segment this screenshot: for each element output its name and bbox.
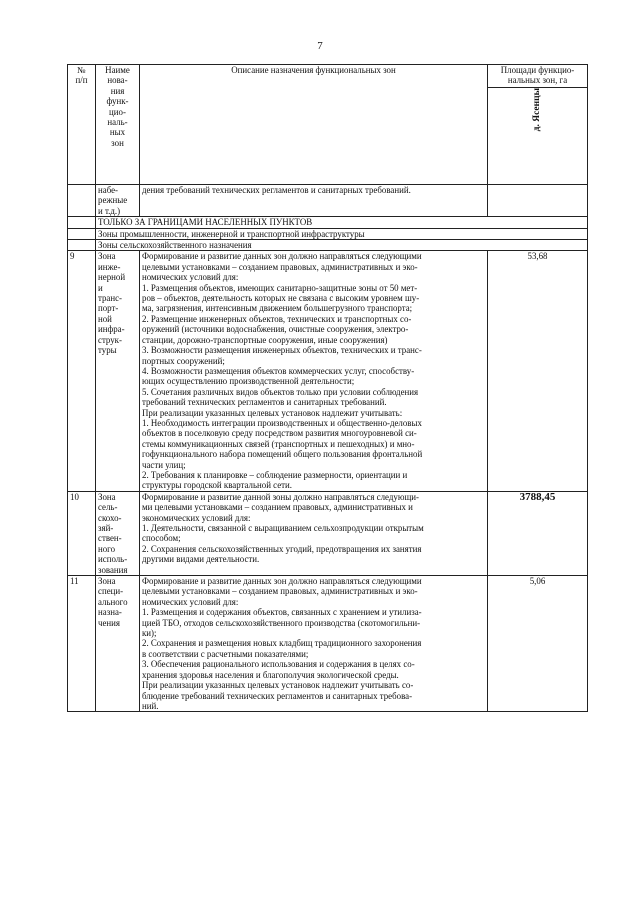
section-agricultural-zones: Зоны сельскохозяйственного назначения [96,240,588,251]
section-spacer [68,240,96,251]
description-line: Формирование и развитие данных зон должно направляться следующими [142,251,422,262]
description-line: хранения здоровья населения и благополучия экологической среды. [142,669,399,680]
description-line: ма, загрязнения, интенсивным движением большегрузного транспорта; [142,303,413,314]
description-line: ний. [142,700,159,711]
page-number: 7 [317,40,323,52]
description-line: целевыми установками – созданием правовых, административных и эко- [142,261,418,272]
header-area-text: Площади функцио- нальных зон, га [500,65,575,86]
description-line: портных сооружений; [142,355,225,366]
header-number [68,65,96,185]
description-line: 1. Размещения объектов, имеющих санитарно-защитные зоны от 50 мет- [142,282,418,293]
row-zone-name [96,251,140,491]
section-spacer [68,217,96,228]
cont-desc-cell: дения требований технических регламентов и санитарных требований. [140,185,488,217]
description-line: ми целевыми установками – созданием правовых, административных и [142,502,413,513]
row-zone-name-text: Зона специ- ального назна- чения [98,576,128,628]
description-line: 2. Размещение инженерных объектов, технических и транспортных со- [142,313,412,324]
row-zone-name [96,491,140,575]
description-line: оружений (источники водоснабжения, очистные сооружения, электро- [142,324,409,335]
row-area: 53,68 [488,251,588,491]
header-description: Описание назначения функциональных зон [140,65,488,185]
description-line: Формирование и развитие данной зоны должно направляться следующи- [142,491,419,502]
cont-num-cell [68,185,96,217]
description-line: блюдение требований технических регламентов и санитарных требова- [142,690,413,701]
table-row-continued [68,185,588,217]
row-zone-name [96,576,140,712]
section-row [68,228,588,239]
description-line: 2. Сохранения сельскохозяйственных угодий, предотвращения их занятия [142,543,422,554]
description-line: ки); [142,628,157,639]
row-number: 11 [68,576,96,712]
table-row [68,251,588,491]
zones-table [67,64,588,712]
description-line: экономических условий для: [142,512,251,523]
section-spacer [68,228,96,239]
description-line: гофункционального набора помещений общего пользования фронтальной [142,449,423,460]
section-outside-settlements: ТОЛЬКО ЗА ГРАНИЦАМИ НАСЕЛЕННЫХ ПУНКТОВ [96,217,588,228]
row-description [140,576,488,712]
description-line: 4. Возможности размещения объектов коммерческих услуг, способству- [142,365,415,376]
header-area-village-text: д. Ясенцы [532,88,543,132]
description-line: 3. Возможности размещения инженерных объектов, технических и транс- [142,345,422,356]
header-area-village [488,88,588,185]
description-line: способом; [142,533,181,544]
cont-area-cell [488,185,588,217]
description-line: При реализации указанных целевых установок надлежит учитывать: [142,407,403,418]
table-row [68,491,588,575]
description-line: 1. Деятельности, связанной с выращиванием сельхозпродукции открытым [142,523,424,533]
description-line: стемы коммуникационных связей (транспортных и пешеходных) и мно- [142,438,415,449]
description-line: ров – объектов, деятельность которых не связана с высоким уровнем шу- [142,293,420,304]
cont-name-cell [96,185,140,217]
header-zone-name [96,65,140,185]
description-line: в соответствии с расчетными показателями; [142,648,309,659]
cont-name-text: набе- режные и т.д.) [98,185,128,216]
header-number-text: № п/п [75,65,88,86]
description-line: Формирование и развитие данных зон должно направляться следующими [142,576,422,587]
table-row [68,576,588,712]
description-line: части улиц; [142,459,186,470]
description-line: структуры городской квартальной сети. [142,480,293,491]
description-line: 2. Требования к планировке – соблюдение размерности, ориентации и [142,469,408,480]
description-line: цией ТБО, отходов сельскохозяйственного производства (скотомогильни- [142,617,421,628]
description-line: объектов в поселковую среду посредством развития многоуровневой си- [142,428,417,439]
description-line: номических условий для: [142,272,239,283]
description-line: номических условий для: [142,596,239,607]
description-line: ющих осуществлению производственной деятельности; [142,376,355,387]
description-line: целевыми установками – созданием правовых, административных и эко- [142,586,418,597]
section-row [68,217,588,228]
description-line: 5. Сочетания различных видов объектов только при условии соблюдения [142,386,419,397]
description-line: При реализации указанных целевых установок надлежит учитывать со- [142,680,414,691]
row-number: 9 [68,251,96,491]
description-line: 1. Размещения и содержания объектов, связанных с хранением и утилиза- [142,607,422,618]
row-zone-name-text: Зона инже- нерной и транс- порт- ной инфра- струк- туры [98,251,126,356]
description-line: 2. Сохранения и размещения новых кладбищ традиционного захоронения [142,638,422,649]
section-row [68,240,588,251]
header-area [488,65,588,88]
section-industrial-zones: Зоны промышленности, инженерной и транспортной инфраструктуры [96,228,588,239]
row-description [140,251,488,491]
row-description [140,491,488,575]
row-area: 5,06 [488,576,588,712]
description-line: 3. Обеспечения рационального использования и содержания в целях со- [142,659,415,670]
description-line: 1. Необходимость интеграции производственных и общественно-деловых [142,417,422,428]
row-zone-name-text: Зона сель- скохо- зяй- ствен- ного исполь- зования [98,491,128,575]
description-line: другими видами деятельности. [142,554,260,565]
description-line: требований технических регламентов и санитарных требований. [142,397,387,408]
row-number: 10 [68,491,96,575]
description-line: станции, дорожно-транспортные сооружения, иные сооружения) [142,334,388,345]
header-zone-name-text: Наиме нова- ния функ- цио- наль- ных зон [105,65,130,148]
row-area: 3788,45 [488,491,588,575]
